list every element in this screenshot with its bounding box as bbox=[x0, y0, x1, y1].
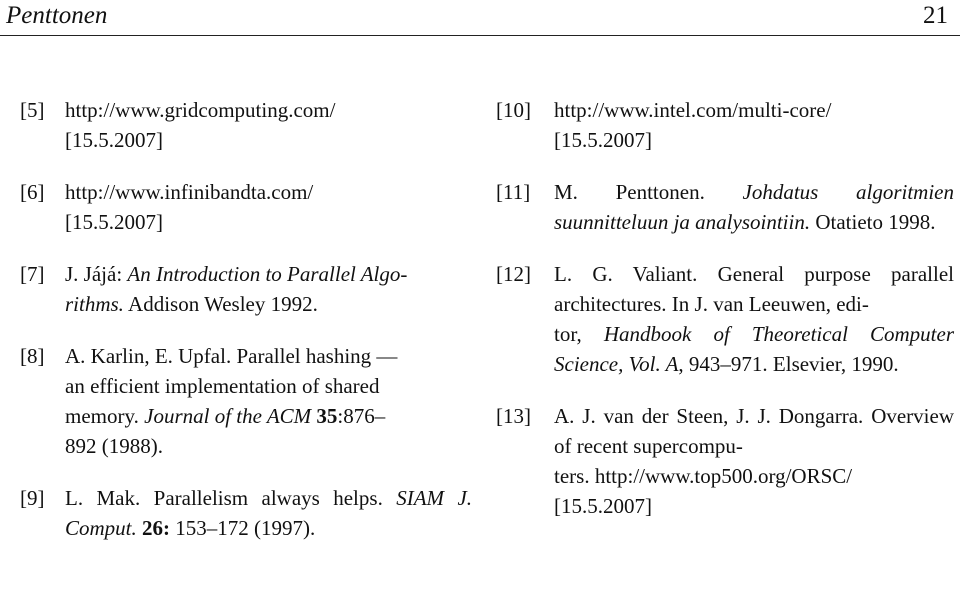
reference-volume: 26: bbox=[142, 516, 171, 540]
reference-5 bbox=[20, 95, 472, 155]
reference-number: [13] bbox=[496, 404, 531, 428]
page-number: 21 bbox=[923, 2, 948, 29]
reference-body bbox=[554, 177, 954, 237]
reference-10 bbox=[496, 95, 954, 155]
reference-title-end: memory. bbox=[65, 404, 139, 428]
reference-body bbox=[65, 341, 472, 461]
reference-title-cont: ters. bbox=[554, 464, 590, 488]
access-date: [15.5.2007] bbox=[65, 128, 163, 152]
reference-title: General purpose parallel architectures. bbox=[554, 262, 954, 316]
references-right-column bbox=[496, 95, 954, 543]
reference-editor-cont: tor, bbox=[554, 322, 582, 346]
reference-11 bbox=[496, 177, 954, 237]
reference-body bbox=[65, 177, 472, 237]
reference-13 bbox=[496, 401, 954, 521]
reference-title: Parallel hashing — bbox=[236, 344, 398, 368]
reference-authors: J. Jájá: bbox=[65, 262, 123, 286]
reference-url[interactable]: http://www.intel.com/multi-core/ bbox=[554, 98, 832, 122]
reference-title-cont: rithms. bbox=[65, 292, 124, 316]
reference-book: Handbook of Theoretical Computer Science, Vol. A bbox=[554, 322, 955, 376]
reference-body bbox=[65, 483, 472, 543]
reference-number: [6] bbox=[20, 180, 45, 204]
reference-number: [12] bbox=[496, 262, 531, 286]
reference-8 bbox=[20, 341, 472, 461]
reference-publisher: Addison Wesley 1992. bbox=[128, 292, 318, 316]
reference-body bbox=[65, 95, 472, 155]
access-date: [15.5.2007] bbox=[554, 494, 652, 518]
reference-6 bbox=[20, 177, 472, 237]
reference-pages-cont: 892 (1988). bbox=[65, 434, 163, 458]
access-date: [15.5.2007] bbox=[554, 128, 652, 152]
reference-12 bbox=[496, 259, 954, 379]
reference-title: An Introduction to Parallel Algo- bbox=[127, 262, 408, 286]
reference-number: [5] bbox=[20, 98, 45, 122]
reference-authors: A. Karlin, E. Upfal. bbox=[65, 344, 232, 368]
reference-title: Overview of recent supercompu- bbox=[554, 404, 954, 458]
reference-url[interactable]: http://www.gridcomputing.com/ bbox=[65, 98, 336, 122]
reference-7 bbox=[20, 259, 472, 319]
reference-pages: 153–172 (1997). bbox=[175, 516, 316, 540]
reference-editor: In J. van Leeuwen, edi- bbox=[671, 292, 869, 316]
reference-title-cont: an efficient implementation of shared bbox=[65, 374, 380, 398]
reference-9 bbox=[20, 483, 472, 543]
reference-title: Parallelism always helps. bbox=[153, 486, 383, 510]
running-title: Penttonen bbox=[6, 2, 108, 29]
reference-authors: L. G. Valiant. bbox=[554, 262, 698, 286]
reference-journal: SIAM J. Comput. bbox=[65, 486, 473, 540]
access-date: [15.5.2007] bbox=[65, 210, 163, 234]
reference-pages: :876– bbox=[337, 404, 386, 428]
reference-url[interactable]: http://www.top500.org/ORSC/ bbox=[594, 464, 853, 488]
header-rule bbox=[0, 35, 960, 36]
reference-number: [7] bbox=[20, 262, 45, 286]
reference-number: [11] bbox=[496, 180, 531, 204]
references-left-column bbox=[20, 95, 472, 565]
reference-volume: 35 bbox=[316, 404, 338, 428]
reference-number: [8] bbox=[20, 344, 45, 368]
reference-authors: M. Penttonen. bbox=[554, 180, 705, 204]
reference-number: [10] bbox=[496, 98, 531, 122]
reference-number: [9] bbox=[20, 486, 45, 510]
reference-authors: A. J. van der Steen, J. J. Dongarra. bbox=[554, 404, 864, 428]
reference-title: Johdatus algoritmien suunnitteluun ja analysointiin. bbox=[554, 180, 955, 234]
reference-journal: Journal of the ACM bbox=[144, 404, 312, 428]
reference-body bbox=[554, 401, 954, 521]
reference-publisher: Otatieto 1998. bbox=[815, 210, 936, 234]
reference-authors: L. Mak. bbox=[65, 486, 141, 510]
reference-url[interactable]: http://www.infinibandta.com/ bbox=[65, 180, 314, 204]
reference-body bbox=[554, 259, 954, 379]
reference-body bbox=[554, 95, 954, 155]
reference-pages: , 943–971. Elsevier, 1990. bbox=[678, 352, 899, 376]
reference-body bbox=[65, 259, 472, 319]
page-header bbox=[0, 0, 960, 42]
